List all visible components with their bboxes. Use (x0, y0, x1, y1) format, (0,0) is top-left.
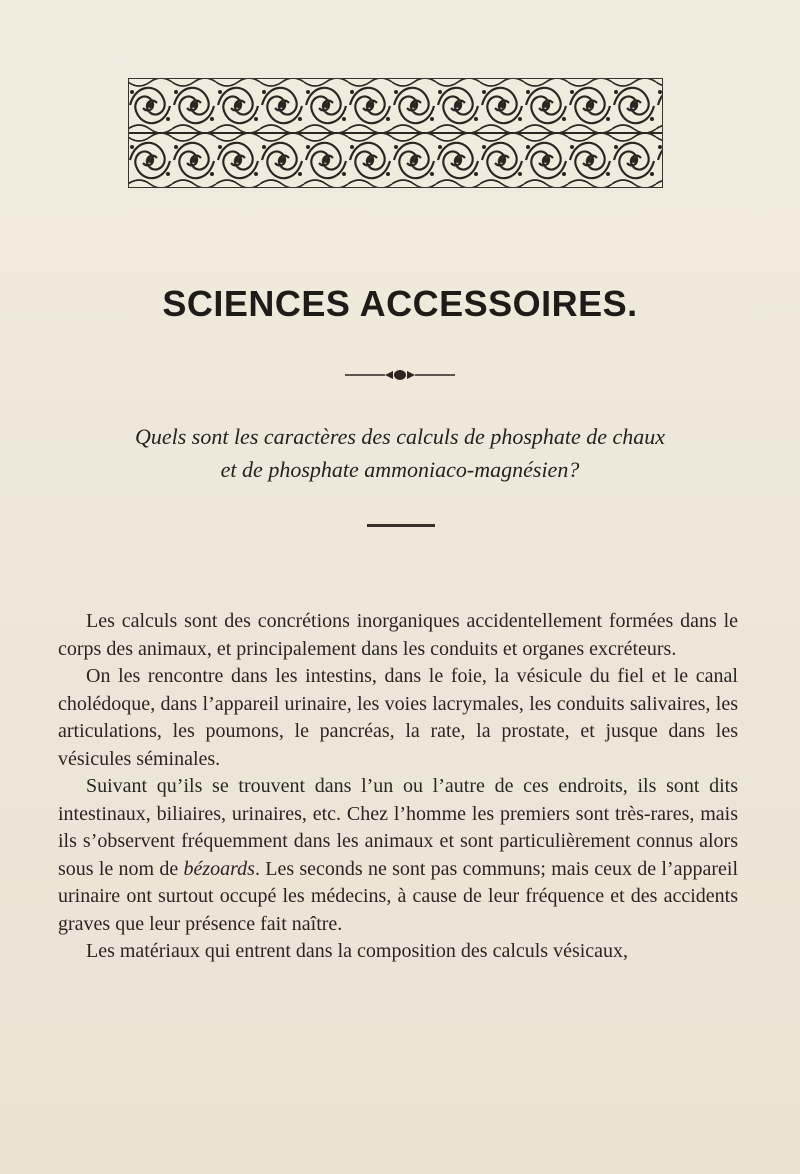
paragraph-2: On les rencontre dans les intestins, dans le foie, la vésicule du fiel et le canal cholédoque, dans l’appareil urinaire, les voies lacrymales, les conduits salivaires, les articulations, les poumons, le pancréas, la rate, la prostate, et jusque dans les vésicules séminales. (58, 665, 738, 770)
page-title: SCIENCES ACCESSOIRES. (162, 283, 638, 324)
paragraph-3-end: . Les seconds ne sont pas communs; mais ceux de l’appareil urinaire ont surtout occupé les médecins, à cause de leur fréquence et des accidents graves que leur présence fait naître. (58, 857, 738, 935)
term-bezoards: bézoards (183, 857, 255, 880)
section-divider (367, 524, 435, 527)
ornamental-header-band-icon (128, 78, 663, 188)
paragraph-1: Les calculs sont des concrétions inorganiques accidentellement formées dans le corps des animaux, et principalement dans les conduits et organes excréteurs. (58, 610, 738, 660)
question-heading (60, 420, 740, 486)
body-text (58, 608, 738, 966)
decorative-rule-icon (345, 368, 455, 382)
question-line-2: et de phosphate ammoniaco-magnésien? (220, 457, 580, 482)
question-line-1: Quels sont les caractères des calculs de phosphate de chaux (134, 424, 666, 449)
paragraph-3 (58, 773, 738, 938)
paragraph-4: Les matériaux qui entrent dans la composition des calculs vésicaux, (86, 940, 629, 962)
paragraph-3-start: Suivant qu’ils se trouvent dans l’un ou l’autre de ces endroits, ils sont dits intestinaux, biliaires, urinaires, etc. Chez l’homme les premiers sont très-rares, mais ils s’observent fréquemment dans les animaux et sont particulièrement connus alors sous le nom de (58, 775, 738, 880)
